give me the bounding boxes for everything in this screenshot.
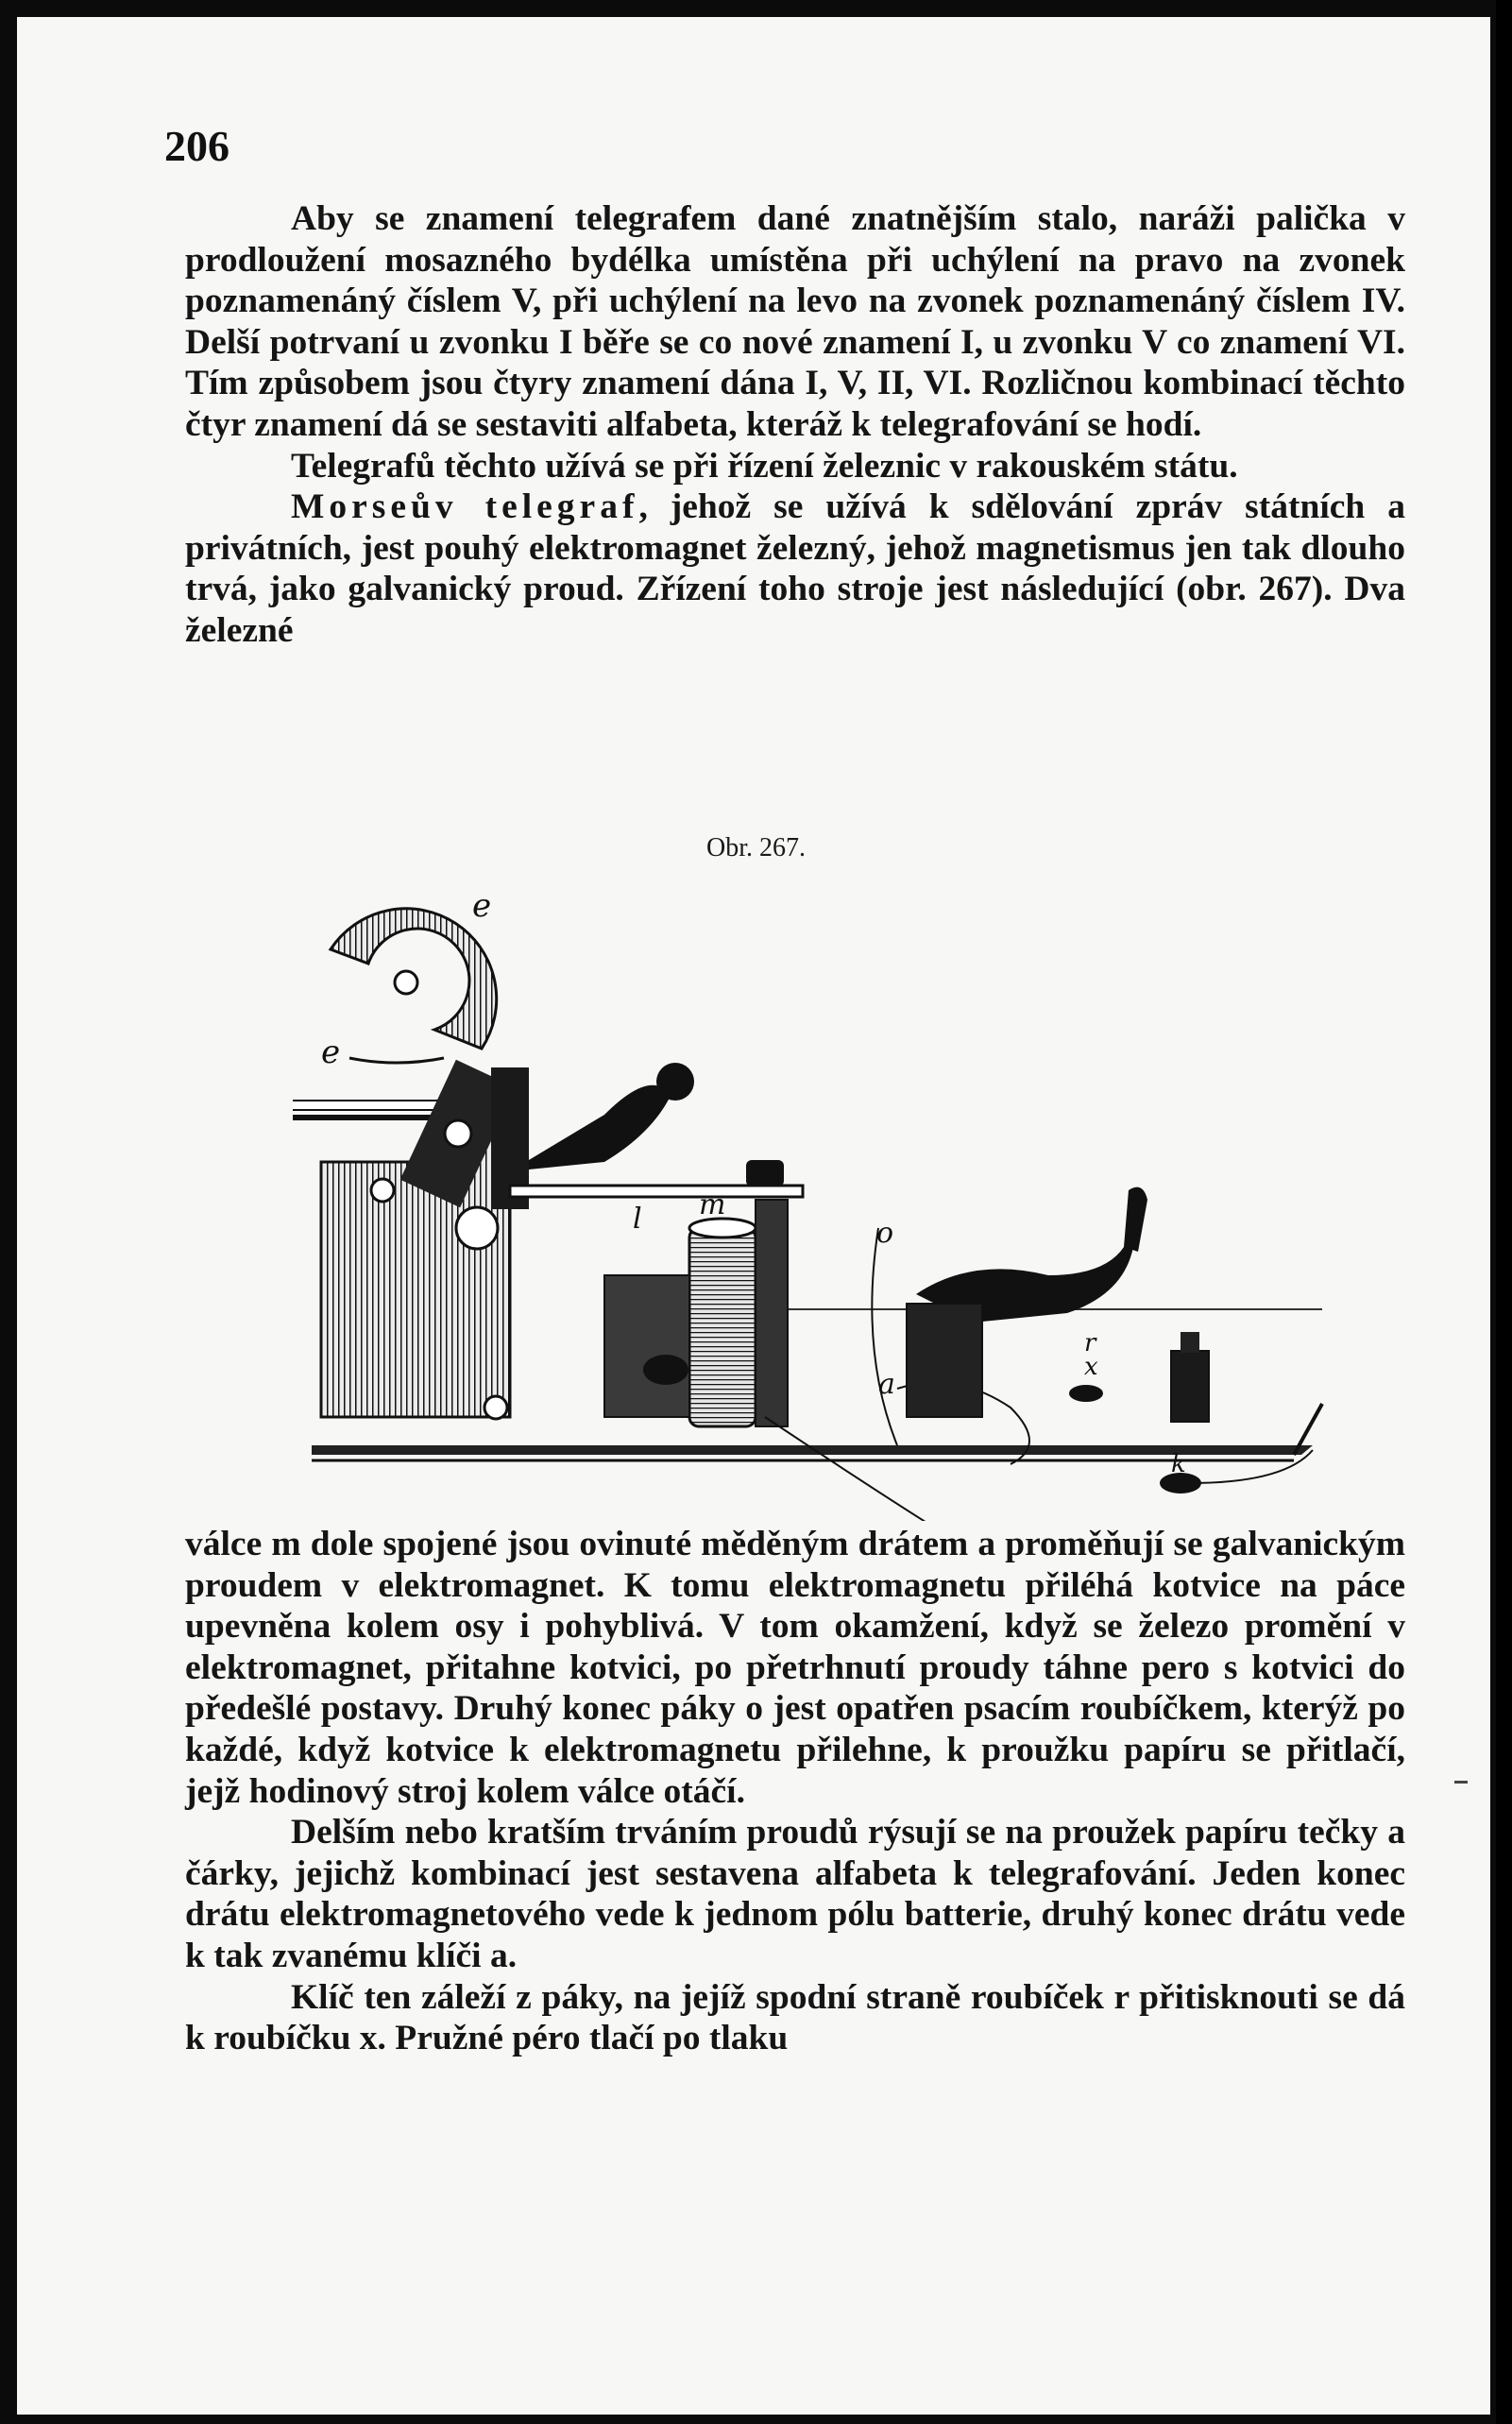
label-a: a [878,1368,895,1401]
label-o: o [876,1217,894,1250]
label-r: r [1084,1329,1096,1357]
paragraph-bells: Aby se znamení telegrafem dané znatnějším stalo, naráži palička v prodloužení mosazného bydélka umístěna při uchýlení na pravo na zvonek poznamenáný číslem V, při uchýlení na levo na zvonek poznamenáný číslem IV. Delší potrvaní u zvonku I běře se co nové znamení I, u zvonku V co znamení VI. Tím způsobem jsou čtyry znamení dána I, V, II, VI. Rozličnou kombinací těchto čtyr znamení dá se sestaviti alfabeta, kteráž k telegrafování se hodí. [185,199,1405,444]
label-l: l [633,1203,642,1236]
telegraph-engraving [293,879,1341,1521]
paragraph-electromagnet: válce m dole spojené jsou ovinuté měděným drátem a proměňují se galvanickým proudem v elektromagnet. K tomu elektromagnetu přiléhá kotvice na páce upevněna kolem osy i pohyblivá. V tom okamžení, když se železo promění v elektromagnet, přitahne kotvici, po přetrhnutí proudy táhne pero s kotvici do předešlé postavy. Druhý konec páky o jest opatřen psacím roubíčkem, kterýž po každé, když kotvice k elektromagnetu přilehne, k proužku papíru se přitlačí, jejž hodinový stroj kolem válce otáčí. [185,1525,1405,1811]
margin-mark [1454,1781,1468,1784]
label-x: x [1084,1353,1098,1381]
text-block-lower [185,1524,1405,2059]
paragraph-key: Klíč ten záleží z páky, na jejíž spodní straně roubíček r přitisknouti se dá k roubíčku x. Pružné péro tlačí po tlaku [185,1977,1405,2058]
figure-caption: Obr. 267. [706,833,806,862]
label-e-top: e [472,887,492,925]
text-block-upper [185,198,1405,652]
paragraph-dots-dashes: Delším nebo kratším trváním proudů rýsují se na proužek papíru tečky a čárky, jejichž kombinací jest sestavena alfabeta k telegrafování. Jeden konec drátu elektromagnetového vede k jednom pólu batterie, druhý konec drátu vede k tak zvanému klíči a. [185,1813,1405,1975]
label-e-left: e [321,1033,341,1071]
scan-border [1496,0,1512,2424]
paragraph-railways: Telegrafů těchto užívá se při řízení železnic v rakouském státu. [291,446,1238,486]
telegraph-illustration [293,879,1341,1521]
label-k: k [1171,1450,1186,1478]
label-m: m [699,1188,726,1221]
paragraph-morse-intro [185,487,1405,651]
morse-heading: Morseův telegraf [291,487,639,527]
morse-intro-text: , jehož se užívá k sdělování zpráv státních a privátních, jest pouhý elektromagnet železný, jehož magnetismus jen tak dlouho trvá, jako galvanický proud. Zřízení toho stroje jest následující (obr. 267). Dva železné [185,487,1405,650]
page-number: 206 [164,122,229,170]
